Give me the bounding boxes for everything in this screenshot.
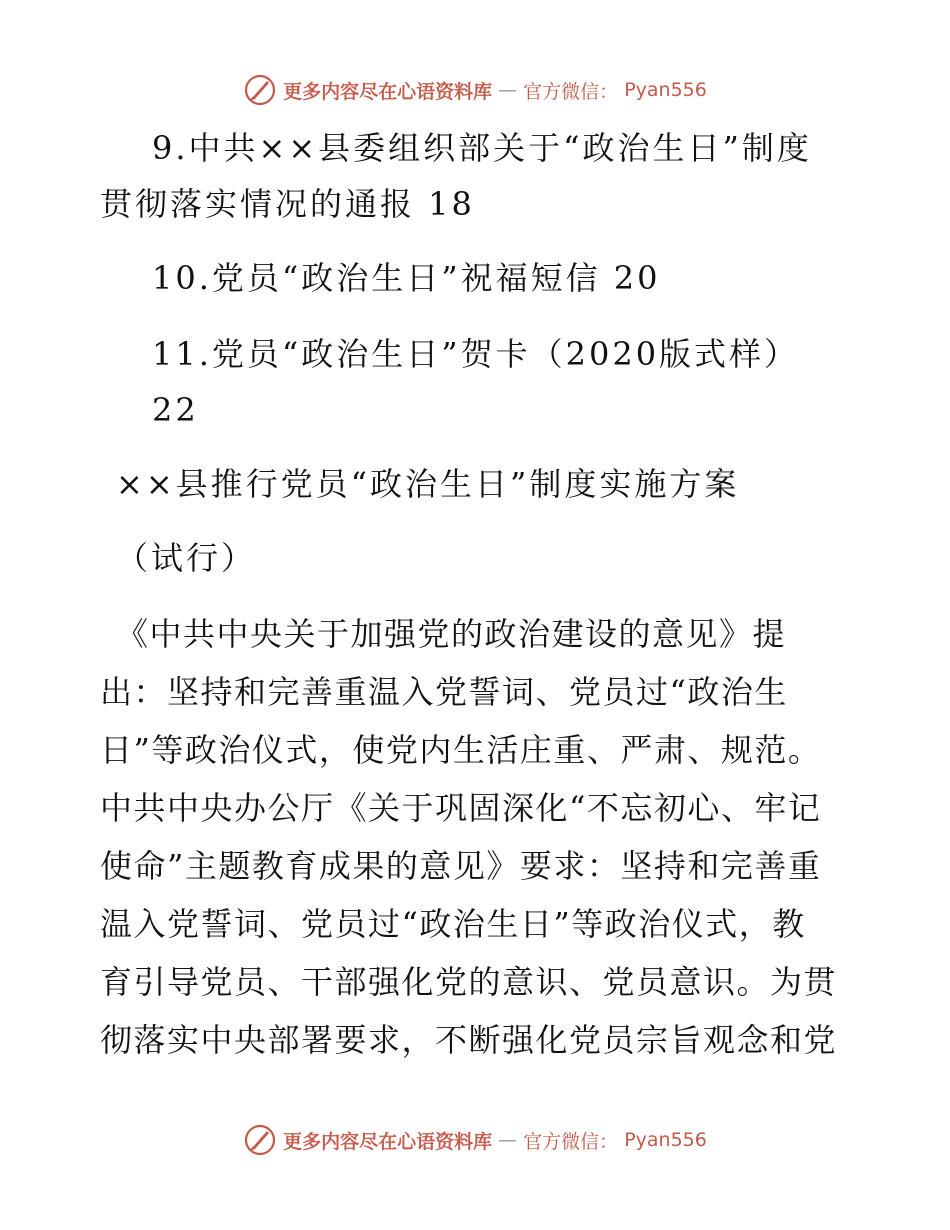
- promo-text: 更多内容尽在心语资料库: [283, 1130, 493, 1153]
- header-banner: [0, 70, 950, 110]
- toc-item-9-line1: 9.中共××县委组织部关于“政治生日”制度: [152, 129, 812, 167]
- quill-pen-icon: [243, 73, 277, 107]
- wechat-id: Pyan556: [624, 1129, 707, 1151]
- body-line: 温入党誓词、党员过“政治生日”等政治仪式，教: [100, 905, 806, 943]
- body-line: 日”等政治仪式，使党内生活庄重、严肃、规范。: [100, 731, 822, 769]
- wechat-id: Pyan556: [624, 79, 707, 101]
- body-line: 出：坚持和完善重温入党誓词、党员过“政治生: [100, 673, 788, 711]
- footer-banner: [0, 1120, 950, 1160]
- body-line: 中共中央办公厅《关于巩固深化“不忘初心、牢记: [100, 789, 822, 827]
- quill-pen-icon: [243, 1123, 277, 1157]
- body-line: 使命”主题教育成果的意见》要求：坚持和完善重: [100, 847, 822, 885]
- body-line: 育引导党员、干部强化党的意识、党员意识。为贯: [100, 963, 838, 1001]
- toc-item-10: 10.党员“政治生日”祝福短信 20: [152, 259, 661, 297]
- toc-item-9-line2: 贯彻落实情况的通报 18: [100, 185, 475, 223]
- wechat-label: 官方微信：: [523, 1130, 619, 1153]
- toc-item-11-line2: 22: [152, 391, 199, 429]
- toc-item-11-line1: 11.党员“政治生日”贺卡（2020版式样）: [152, 335, 800, 373]
- promo-text: 更多内容尽在心语资料库: [283, 80, 493, 103]
- body-line: 彻落实中央部署要求，不断强化党员宗旨观念和党: [100, 1021, 838, 1059]
- banner-dash: —: [498, 79, 518, 101]
- document-title: ××县推行党员“政治生日”制度实施方案: [116, 465, 740, 503]
- banner-dash: —: [498, 1129, 518, 1151]
- wechat-label: 官方微信：: [523, 80, 619, 103]
- document-subtitle: （试行）: [116, 539, 257, 577]
- body-line: 《中共中央关于加强党的政治建设的意见》提: [116, 615, 787, 653]
